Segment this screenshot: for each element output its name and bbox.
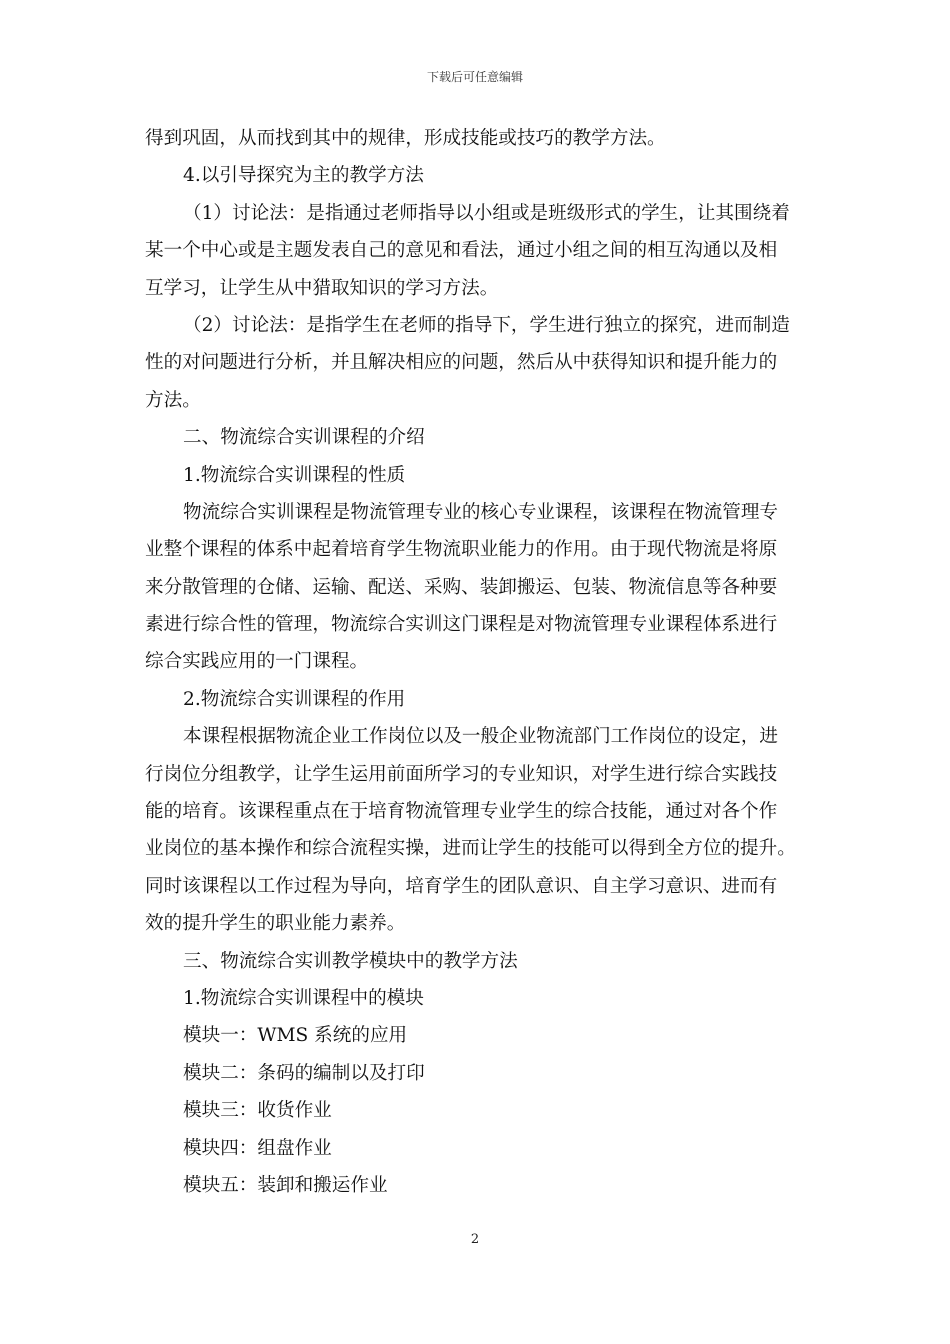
text-line: 模块一：WMS 系统的应用	[183, 1025, 408, 1047]
text-line: 综合实践应用的一门课程。	[145, 651, 369, 673]
text-line: 模块五：装卸和搬运作业	[183, 1174, 388, 1196]
document-body	[145, 120, 810, 1204]
text-line: （1）讨论法：是指通过老师指导以小组或是班级形式的学生，让其围绕着	[183, 202, 790, 224]
text-line: 物流综合实训课程是物流管理专业的核心专业课程，该课程在物流管理专	[183, 501, 779, 523]
text-line: 方法。	[145, 389, 201, 411]
page-number: 2	[470, 1232, 480, 1247]
text-line: （2）讨论法：是指学生在老师的指导下，学生进行独立的探究，进而制造	[183, 314, 790, 336]
text-line: 4.以引导探究为主的教学方法	[183, 165, 424, 187]
text-line: 效的提升学生的职业能力素养。	[145, 913, 406, 935]
text-line: 本课程根据物流企业工作岗位以及一般企业物流部门工作岗位的设定，进	[183, 726, 779, 748]
text-line: 1.物流综合实训课程中的模块	[183, 987, 424, 1009]
page-header: 下载后可任意编辑	[426, 70, 523, 84]
text-line: 业整个课程的体系中起着培育学生物流职业能力的作用。由于现代物流是将原	[145, 539, 778, 561]
text-line: 得到巩固，从而找到其中的规律，形成技能或技巧的教学方法。	[145, 128, 666, 149]
text-line: 1.物流综合实训课程的性质	[183, 464, 406, 486]
text-line: 某一个中心或是主题发表自己的意见和看法，通过小组之间的相互沟通以及相	[145, 240, 778, 262]
text-line: 三、物流综合实训教学模块中的教学方法	[183, 950, 518, 972]
text-line: 行岗位分组教学，让学生运用前面所学习的专业知识，对学生进行综合实践技	[145, 763, 778, 785]
text-line: 同时该课程以工作过程为导向，培育学生的团队意识、自主学习意识、进而有	[145, 875, 778, 897]
text-line: 业岗位的基本操作和综合流程实操，进而让学生的技能可以得到全方位的提升。	[145, 838, 796, 860]
text-line: 互学习，让学生从中猎取知识的学习方法。	[145, 277, 499, 299]
text-line: 模块二：条码的编制以及打印	[183, 1062, 425, 1084]
text-line: 2.物流综合实训课程的作用	[183, 688, 406, 710]
text-line: 模块四：组盘作业	[183, 1137, 332, 1159]
text-line: 模块三：收货作业	[183, 1100, 332, 1122]
text-line: 二、物流综合实训课程的介绍	[183, 427, 425, 449]
text-line: 来分散管理的仓储、运输、配送、采购、装卸搬运、包装、物流信息等各种要	[145, 576, 778, 598]
text-line: 性的对问题进行分析，并且解决相应的问题，然后从中获得知识和提升能力的	[145, 352, 778, 374]
text-line: 素进行综合性的管理，物流综合实训这门课程是对物流管理专业课程体系进行	[145, 614, 778, 636]
text-line: 能的培育。该课程重点在于培育物流管理专业学生的综合技能，通过对各个作	[145, 801, 778, 823]
